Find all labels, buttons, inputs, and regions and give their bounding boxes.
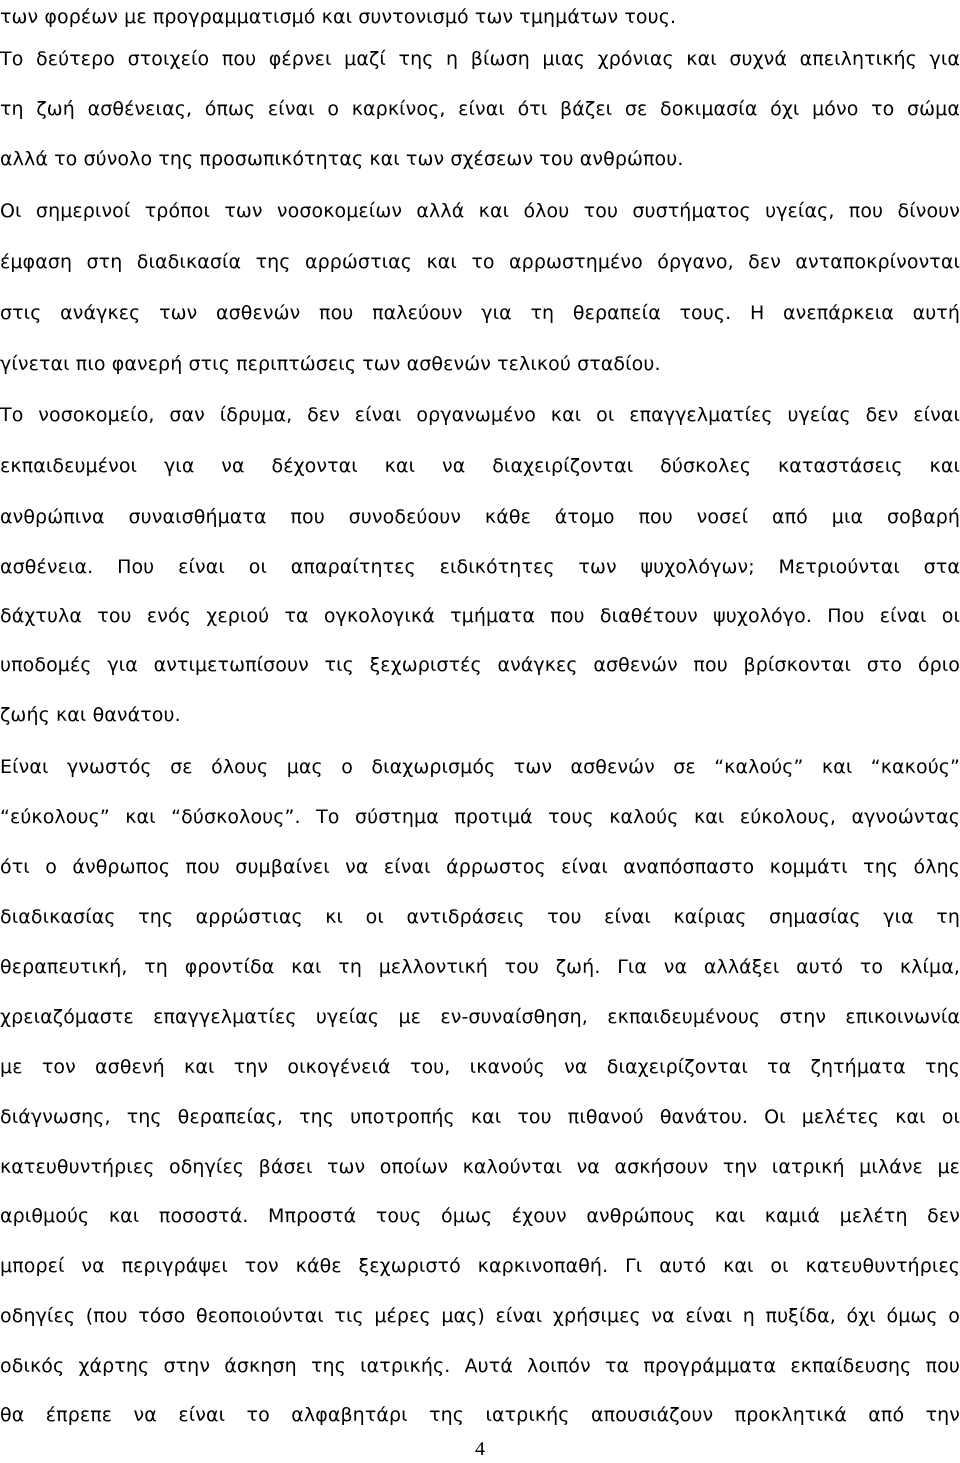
text-line: κατευθυντήριες οδηγίες βάσει των οποίων καλούνται να ασκήσουν την ιατρική μιλάνε με	[0, 1156, 960, 1178]
text-line: ότι ο άνθρωπος που συμβαίνει να είναι άρρωστος είναι αναπόσπαστο κομμάτι της όλης	[0, 856, 960, 878]
text-line: των φορέων με προγραμματισμό και συντονισμό των τμημάτων τους.	[0, 6, 677, 28]
text-line: Οι σημερινοί τρόποι των νοσοκομείων αλλά και όλου του συστήματος υγείας, που δίνουν	[0, 200, 960, 222]
text-line: έμφαση στη διαδικασία της αρρώστιας και το αρρωστημένο όργανο, δεν ανταποκρίνονται	[0, 251, 960, 273]
page-number: 4	[475, 1438, 485, 1460]
text-line: θεραπευτική, τη φροντίδα και τη μελλοντική του ζωή. Για να αλλάξει αυτό το κλίμα,	[0, 956, 960, 978]
text-line: υποδομές για αντιμετωπίσουν τις ξεχωριστές ανάγκες ασθενών που βρίσκονται στο όριο	[0, 654, 960, 676]
text-line: μπορεί να περιγράψει τον κάθε ξεχωριστό καρκινοπαθή. Γι αυτό και οι κατευθυντήριες	[0, 1255, 960, 1277]
text-line: οδικός χάρτης στην άσκηση της ιατρικής. Αυτά λοιπόν τα προγράμματα εκπαίδευσης που	[0, 1355, 960, 1377]
text-line: θα έπρεπε να είναι το αλφαβητάρι της ιατρικής απουσιάζουν προκλητικά από την	[0, 1404, 960, 1426]
text-line: ασθένεια. Που είναι οι απαραίτητες ειδικότητες των ψυχολόγων; Μετριούνται στα	[0, 556, 960, 578]
text-line: διαδικασίας της αρρώστιας κι οι αντιδράσεις του είναι καίριας σημασίας για τη	[0, 906, 960, 928]
text-line: δάχτυλα του ενός χεριού τα ογκολογικά τμήματα που διαθέτουν ψυχολόγο. Που είναι οι	[0, 605, 960, 627]
text-line: οδηγίες (που τόσο θεοποιούνται τις μέρες μας) είναι χρήσιμες να είναι η πυξίδα, όχι όμως ο	[0, 1305, 960, 1327]
text-line: Είναι γνωστός σε όλους μας ο διαχωρισμός των ασθενών σε “καλούς” και “κακούς”	[0, 756, 960, 778]
text-line: στις ανάγκες των ασθενών που παλεύουν για τη θεραπεία τους. Η ανεπάρκεια αυτή	[0, 302, 960, 324]
text-line: “εύκολους” και “δύσκολους”. Το σύστημα προτιμά τους καλούς και εύκολους, αγνοώντας	[0, 806, 960, 828]
text-line: αριθμούς και ποσοστά. Μπροστά τους όμως έχουν ανθρώπους και καμιά μελέτη δεν	[0, 1205, 960, 1227]
text-line: χρειαζόμαστε επαγγελματίες υγείας με εν-συναίσθηση, εκπαιδευμένους στην επικοινωνία	[0, 1006, 960, 1028]
text-line: γίνεται πιο φανερή στις περιπτώσεις των ασθενών τελικού σταδίου.	[0, 353, 661, 375]
text-line: Το δεύτερο στοιχείο που φέρνει μαζί της η βίωση μιας χρόνιας και συχνά απειλητικής για	[0, 48, 960, 70]
text-line: τη ζωή ασθένειας, όπως είναι ο καρκίνος, είναι ότι βάζει σε δοκιμασία όχι μόνο το σώμα	[0, 98, 960, 120]
text-line: Το νοσοκομείο, σαν ίδρυμα, δεν είναι οργανωμένο και οι επαγγελματίες υγείας δεν είναι	[0, 404, 960, 426]
text-line: αλλά το σύνολο της προσωπικότητας και των σχέσεων του ανθρώπου.	[0, 148, 684, 170]
text-line: με τον ασθενή και την οικογένειά του, ικανούς να διαχειρίζονται τα ζητήματα της	[0, 1056, 960, 1078]
text-line: εκπαιδευμένοι για να δέχονται και να διαχειρίζονται δύσκολες καταστάσεις και	[0, 455, 960, 477]
text-line: ανθρώπινα συναισθήματα που συνοδεύουν κάθε άτομο που νοσεί από μια σοβαρή	[0, 506, 960, 528]
text-line: διάγνωσης, της θεραπείας, της υποτροπής και του πιθανού θανάτου. Οι μελέτες και οι	[0, 1106, 960, 1128]
text-line: ζωής και θανάτου.	[0, 704, 181, 726]
